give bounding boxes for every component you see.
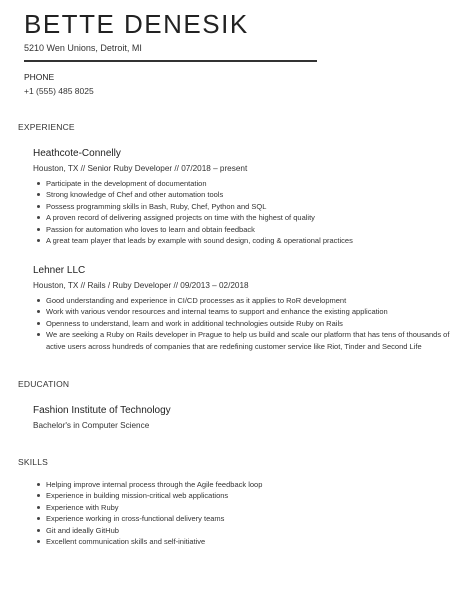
skill-item: Helping improve internal process through the Agile feedback loop [33,479,463,490]
skill-item: Git and ideally GitHub [33,525,463,536]
job-bullet: Participate in the development of documentation [33,178,463,189]
job-bullet: Strong knowledge of Chef and other automation tools [33,189,463,200]
section-title-experience: EXPERIENCE [18,122,75,132]
candidate-address: 5210 Wen Unions, Detroit, MI [24,43,142,53]
job-entry [33,264,463,352]
education-school: Fashion Institute of Technology [33,405,171,416]
job-bullet: We are seeking a Ruby on Rails developer in Prague to help us build and scale our platform that has tens of thousands of active users across hundreds of companies that are redefining customer service like Riot, Tinder and Second Life [33,329,463,352]
skill-item: Experience with Ruby [33,502,463,513]
job-bullet: Openness to understand, learn and work in additional technologies outside Ruby on Rails [33,318,463,329]
header-divider [24,60,317,62]
job-bullets [33,178,463,246]
resume-header [24,8,454,53]
contact-block [24,72,94,96]
phone-label: PHONE [24,72,55,82]
section-title-skills: SKILLS [18,457,49,467]
job-bullet: Passion for automation who loves to learn and obtain feedback [33,224,463,235]
job-company: Lehner LLC [33,265,86,276]
job-entry [33,147,463,246]
job-meta: Houston, TX // Senior Ruby Developer // 07/2018 – present [33,164,248,173]
skills-block [33,479,463,547]
phone-value: +1 (555) 485 8025 [24,86,94,96]
job-bullet: Work with various vendor resources and internal teams to support and enhance the existing application [33,306,463,317]
skill-item: Experience in building mission-critical web applications [33,490,463,501]
job-company: Heathcote-Connelly [33,148,121,159]
education-entry [33,404,463,431]
job-bullet: Good understanding and experience in CI/CD processes as it applies to RoR development [33,295,463,306]
job-bullet: Possess programming skills in Bash, Ruby, Chef, Python and SQL [33,201,463,212]
job-bullet: A proven record of delivering assigned projects on time with the highest of quality [33,212,463,223]
job-bullets [33,295,463,352]
job-meta: Houston, TX // Rails / Ruby Developer // 09/2013 – 02/2018 [33,281,249,290]
skill-item: Excellent communication skills and self-initiative [33,536,463,547]
skill-item: Experience working in cross-functional delivery teams [33,513,463,524]
candidate-name: BETTE DENESIK [24,9,249,39]
skills-list [33,479,463,547]
education-degree: Bachelor's in Computer Science [33,421,150,430]
job-bullet: A great team player that leads by example with sound design, coding & operational practices [33,235,463,246]
section-title-education: EDUCATION [18,379,70,389]
